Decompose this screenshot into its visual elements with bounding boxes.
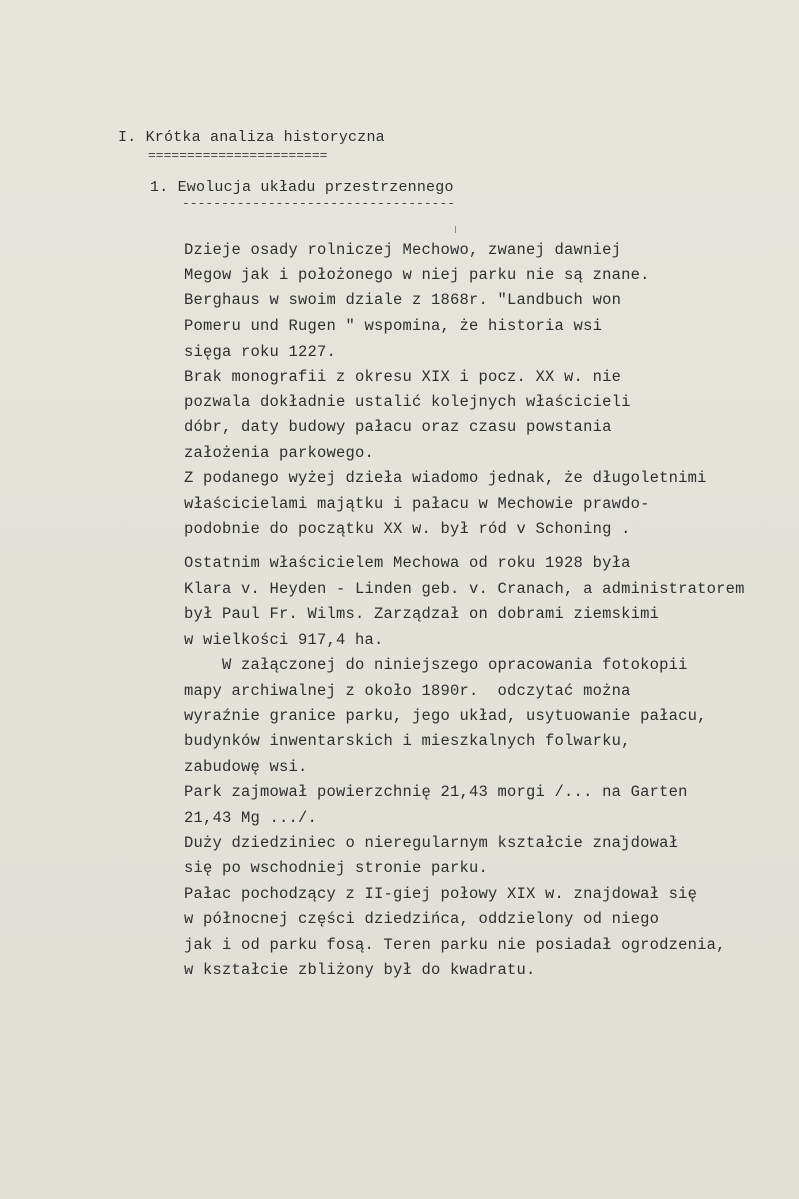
body-line: dóbr, daty budowy pałacu oraz czasu powstania bbox=[184, 418, 612, 436]
subsection-heading-underline: ----------------------------------- bbox=[182, 199, 456, 209]
body-line: W załączonej do niniejszego opracowania fotokopii bbox=[184, 656, 688, 674]
body-line: Park zajmował powierzchnię 21,43 morgi /... na Garten bbox=[184, 783, 688, 801]
body-line: jak i od parku fosą. Teren parku nie posiadał ogrodzenia, bbox=[184, 936, 726, 954]
body-line: 21,43 Mg .../. bbox=[184, 809, 318, 827]
body-line: wyraźnie granice parku, jego układ, usytuowanie pałacu, bbox=[184, 707, 707, 725]
body-line: Berghaus w swoim dziale z 1868r. "Landbuch won bbox=[184, 291, 622, 309]
body-line: był Paul Fr. Wilms. Zarządzał on dobrami ziemskimi bbox=[184, 605, 660, 623]
body-line: w kształcie zbliżony był do kwadratu. bbox=[184, 961, 536, 979]
body-line: Duży dziedziniec o nieregularnym kształcie znajdował bbox=[184, 834, 679, 852]
body-line: Pałac pochodzący z II-giej połowy XIX w. znajdował się bbox=[184, 885, 698, 903]
section-heading-underline: ======================= bbox=[148, 151, 328, 161]
section-heading: I. Krótka analiza historyczna bbox=[118, 129, 385, 146]
margin-tick-mark bbox=[455, 226, 456, 233]
subsection-heading: 1. Ewolucja układu przestrzennego bbox=[150, 179, 454, 196]
body-line: Z podanego wyżej dzieła wiadomo jednak, że długoletnimi bbox=[184, 469, 707, 487]
body-line: Brak monografii z okresu XIX i pocz. XX w. nie bbox=[184, 368, 622, 386]
body-line: Pomeru und Rugen " wspomina, że historia wsi bbox=[184, 317, 603, 335]
body-line: pozwala dokładnie ustalić kolejnych właścicieli bbox=[184, 393, 631, 411]
body-line: mapy archiwalnej z około 1890r. odczytać można bbox=[184, 682, 631, 700]
body-line: podobnie do początku XX w. był ród v Schoning . bbox=[184, 520, 631, 538]
body-line: właścicielami majątku i pałacu w Mechowie prawdo- bbox=[184, 495, 650, 513]
body-line: w wielkości 917,4 ha. bbox=[184, 631, 384, 649]
body-line: założenia parkowego. bbox=[184, 444, 375, 462]
body-line: budynków inwentarskich i mieszkalnych folwarku, bbox=[184, 732, 631, 750]
body-line: się po wschodniej stronie parku. bbox=[184, 859, 489, 877]
body-line: Megow jak i położonego w niej parku nie są znane. bbox=[184, 266, 650, 284]
body-line: Klara v. Heyden - Linden geb. v. Cranach, a administratorem bbox=[184, 580, 745, 598]
body-line: Dzieje osady rolniczej Mechowo, zwanej dawniej bbox=[184, 241, 622, 259]
body-line: w północnej części dziedzińca, oddzielony od niego bbox=[184, 910, 660, 928]
body-line: Ostatnim właścicielem Mechowa od roku 1928 była bbox=[184, 554, 631, 572]
body-line: sięga roku 1227. bbox=[184, 343, 337, 361]
body-line: zabudowę wsi. bbox=[184, 758, 308, 776]
